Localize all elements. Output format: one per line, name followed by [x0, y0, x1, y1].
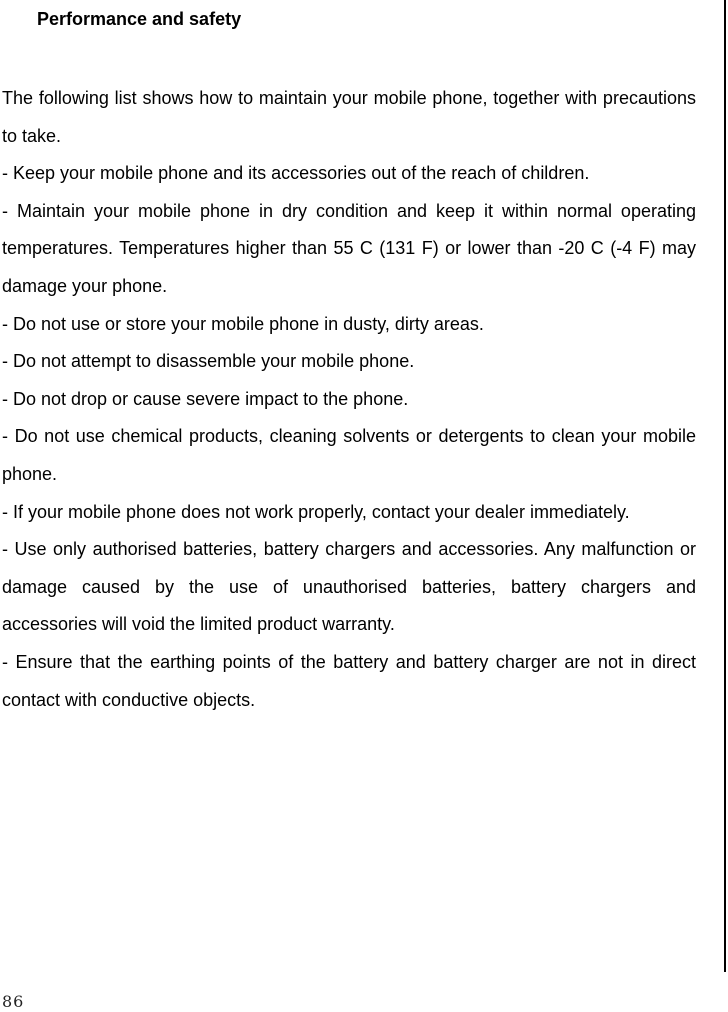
precaution-item: - Do not drop or cause severe impact to the phone. — [2, 388, 409, 409]
precaution-item: - Do not attempt to disassemble your mobile phone. — [2, 351, 415, 372]
body-text — [2, 80, 696, 719]
precaution-item: - Do not use chemical products, cleaning solvents or detergents to clean your mobile phone. — [2, 426, 696, 484]
page-right-border — [724, 0, 726, 972]
precaution-item: - If your mobile phone does not work properly, contact your dealer immediately. — [2, 501, 630, 522]
precaution-item: - Do not use or store your mobile phone in dusty, dirty areas. — [2, 313, 484, 334]
intro-paragraph: The following list shows how to maintain your mobile phone, together with precautions to take. — [2, 88, 696, 146]
precaution-item: - Ensure that the earthing points of the battery and battery charger are not in direct contact with conductive objects. — [2, 651, 696, 710]
section-heading: Performance and safety — [37, 9, 242, 29]
precaution-item: - Keep your mobile phone and its accessories out of the reach of children. — [2, 163, 590, 184]
precaution-item: - Use only authorised batteries, battery chargers and accessories. Any malfunction or damage caused by the use of unauthorised batteries, battery chargers and accessories will void the limited product warranty. — [2, 539, 696, 635]
precaution-item: - Maintain your mobile phone in dry condition and keep it within normal operating temperatures. Temperatures higher than 55 C (131 F) or lower than -20 C (-4 F) may damage your phone. — [2, 200, 696, 296]
page-number: 86 — [2, 992, 25, 1011]
